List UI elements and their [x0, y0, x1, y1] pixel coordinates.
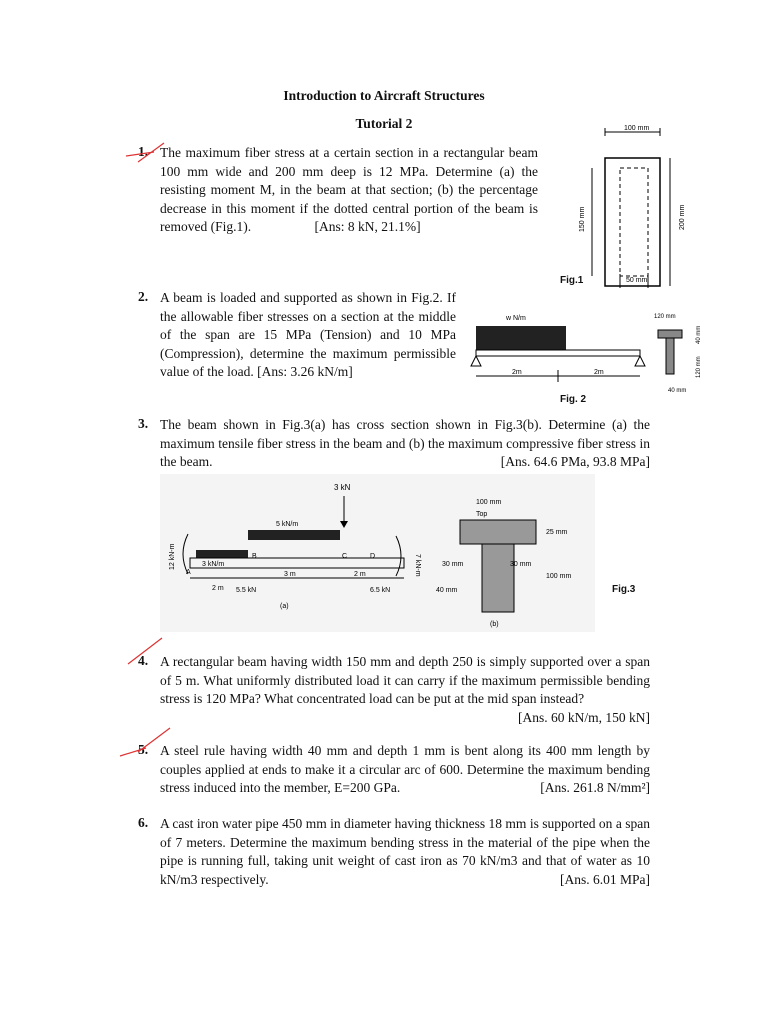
- fig3-label: Fig.3: [612, 584, 636, 595]
- fig3-load-top-label: 3 kN: [334, 483, 351, 492]
- fig2-diagram: [462, 304, 710, 396]
- q3-body: The beam shown in Fig.3(a) has cross section shown in Fig.3(b). Determine (a) the maximum tensile fiber stress in the beam and (b) the maximum compressive fiber stress in the beam.: [160, 417, 650, 469]
- q5-answer: [Ans. 261.8 N/mm²]: [540, 780, 650, 795]
- q4-check-mark: [126, 636, 176, 666]
- fig3-sub-a: (a): [280, 603, 289, 610]
- fig2-flange-label: 120 mm: [654, 314, 676, 320]
- q3-answer: [Ans. 64.6 PMa, 93.8 MPa]: [500, 454, 650, 469]
- fig3-diagram: [160, 474, 640, 634]
- fig1-outer-rect: [605, 158, 660, 286]
- q2-text: [160, 289, 456, 382]
- fig2-web-t-label: 40 mm: [668, 388, 687, 394]
- fig3-pt-d: D: [370, 553, 376, 560]
- q5-number: 5.: [138, 742, 149, 757]
- fig3-len-cd: 2 m: [354, 571, 366, 578]
- fig3-react-right: 6.5 kN: [370, 587, 391, 594]
- fig3-udl-a-label: 3 kN/m: [202, 561, 225, 568]
- q6-number: 6.: [138, 815, 149, 830]
- fig3-moment-left-label: 12 kN-m: [169, 543, 176, 570]
- fig1-inner-width-label: 50 mm: [626, 277, 648, 284]
- fig3-sec-flange: [460, 520, 536, 544]
- fig1-depth-label: 200 mm: [679, 204, 686, 230]
- fig2-beam: [476, 350, 640, 356]
- q6-text: [160, 815, 650, 889]
- fig3-react-left: 5.5 kN: [236, 587, 257, 594]
- q1-text: [160, 144, 538, 237]
- fig2-web-h-label: 120 mm: [696, 356, 702, 378]
- fig2-udl-block: [476, 326, 566, 350]
- fig3-sec-width: 100 mm: [476, 499, 502, 506]
- fig1-width-label: 100 mm: [624, 125, 650, 132]
- q2-number: 2.: [138, 289, 149, 304]
- q1-answer: [Ans: 8 kN, 21.1%]: [314, 219, 421, 234]
- q1-check-mark: [124, 140, 174, 164]
- fig3-sec-height: 100 mm: [546, 573, 572, 580]
- fig3-len-bc: 3 m: [284, 571, 296, 578]
- fig3-pt-b: B: [252, 553, 257, 560]
- fig3-moment-right-label: 7 kN-m: [414, 554, 421, 577]
- q5-check-mark: [118, 726, 178, 758]
- fig2-span1-label: 2m: [512, 369, 522, 376]
- q5-text: [160, 742, 650, 798]
- fig2-tee-web: [666, 338, 674, 374]
- fig3-len-ab: 2 m: [212, 585, 224, 592]
- q4-answer: [Ans. 60 kN/m, 150 kN]: [518, 709, 650, 725]
- q4-body: A rectangular beam having width 150 mm and depth 250 is simply supported over a span of 5 m. What uniformly distributed load it can carry if the maximum permissible bending stress is 120 MPa? What concentrated load can be put at the mid span instead?: [160, 654, 650, 706]
- fig3-sec-web: [482, 544, 514, 612]
- fig1-label: Fig.1: [560, 275, 584, 286]
- fig3-udl-b-block: [248, 530, 340, 540]
- fig3-udl-a-block: [196, 550, 248, 558]
- fig3-pt-a: A: [186, 569, 191, 576]
- fig1-dotted-rect: [620, 168, 648, 276]
- fig3-sec-top: Top: [476, 511, 488, 518]
- fig3-sub-b: (b): [490, 621, 499, 628]
- page-subtitle: Tutorial 2: [355, 116, 413, 131]
- fig3-sec-flange-label: 25 mm: [546, 529, 568, 536]
- q1-number: 1.: [138, 144, 149, 159]
- q2-answer: [Ans: 3.26 kN/m]: [257, 364, 353, 379]
- fig3-sec-web-r: 30 mm: [510, 561, 532, 568]
- fig2-tee-flange: [658, 330, 682, 338]
- fig2-label: Fig. 2: [560, 394, 587, 405]
- fig3-pt-c: C: [342, 553, 348, 560]
- page-title: Introduction to Aircraft Structures: [283, 88, 485, 103]
- q6-answer: [Ans. 6.01 MPa]: [560, 871, 650, 887]
- q1-body: The maximum fiber stress at a certain section in a rectangular beam 100 mm wide and 200 mm deep is 12 MPa. Determine (a) the resisting moment M, in the beam at that section; (b) the percentage decrease in this moment if the dotted central portion of the beam is removed (Fig.1).: [160, 145, 538, 234]
- q4-text: [160, 653, 650, 727]
- fig2-flange-t-label: 40 mm: [696, 325, 702, 344]
- fig3-sec-web-l: 30 mm: [442, 561, 464, 568]
- q4-number: 4.: [138, 653, 149, 668]
- q3-text: [160, 416, 650, 472]
- q2-body: A beam is loaded and supported as shown in Fig.2. If the allowable fiber stresses on a section at the middle of the span are 15 MPa (Tension) and 10 MPa (Compression), determine the maximum permissible value of the load.: [160, 290, 456, 379]
- fig2-span2-label: 2m: [594, 369, 604, 376]
- fig3-udl-b-label: 5 kN/m: [276, 521, 299, 528]
- fig1-diagram: [560, 122, 710, 294]
- fig1-inner-depth-label: 150 mm: [579, 206, 586, 232]
- fig2-load-label: w N/m: [506, 315, 526, 322]
- fig3-sec-web-label: 40 mm: [436, 587, 458, 594]
- q3-number: 3.: [138, 416, 149, 431]
- q6-body: A cast iron water pipe 450 mm in diameter having thickness 18 mm is supported on a span of 7 meters. Determine the maximum bending stress in the material of the pipe when the pipe is running full, taking unit weight of cast iron as 70 kN/m3 and that of water as 10 kN/m3 respectively.: [160, 816, 650, 887]
- q5-body: A steel rule having width 40 mm and depth 1 mm is bent along its 400 mm length by couples applied at ends to make it a circular arc of 600. Determine the maximum bending stress induced into the member, E=200 GPa.: [160, 743, 650, 795]
